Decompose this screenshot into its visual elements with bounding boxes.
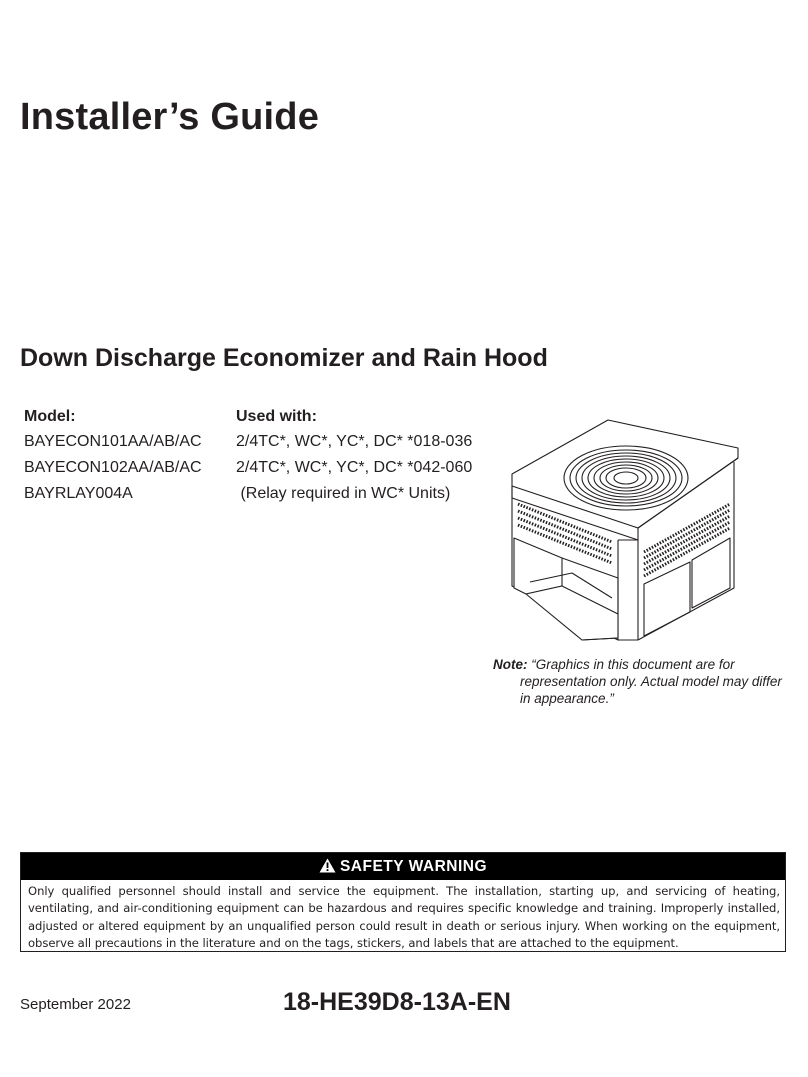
- used-with-cell: 2/4TC*, WC*, YC*, DC* *018-036: [236, 433, 473, 450]
- safety-warning-header: [21, 853, 785, 880]
- document-subtitle: Down Discharge Economizer and Rain Hood: [20, 344, 548, 372]
- note-line-2: representation only. Actual model may differ: [520, 674, 782, 689]
- hvac-unit-illustration: [502, 408, 742, 646]
- note-line-3: in appearance.”: [520, 691, 614, 706]
- warning-triangle-icon: [319, 858, 336, 873]
- model-column-header: Model:: [24, 408, 76, 425]
- model-cell: BAYRLAY004A: [24, 485, 133, 502]
- graphics-note: [493, 656, 793, 707]
- safety-warning-text: Only qualified personnel should install and service the equipment. The installation, starting up, and servicing of heating, ventilating, and air-conditioning equipment can be hazardous and requires specific knowledge and training. Improperly installed, adjusted or altered equipment by an unqualified person could result in death or serious injury. When working on the equipment, observe all precautions in the literature and on the tags, stickers, and labels that are attached to the equipment.: [28, 884, 780, 951]
- model-cell: BAYECON102AA/AB/AC: [24, 459, 202, 476]
- used-with-cell: (Relay required in WC* Units): [236, 485, 451, 502]
- note-label: Note:: [493, 657, 528, 672]
- used-with-cell: 2/4TC*, WC*, YC*, DC* *042-060: [236, 459, 473, 476]
- publication-date: September 2022: [20, 996, 131, 1013]
- safety-warning-box: [20, 852, 786, 952]
- document-number: 18-HE39D8-13A-EN: [283, 988, 511, 1016]
- safety-warning-heading: SAFETY WARNING: [339, 858, 488, 875]
- used-with-column-header: Used with:: [236, 408, 317, 425]
- document-title: Installer’s Guide: [20, 96, 320, 138]
- note-line-1: “Graphics in this document are for: [531, 657, 735, 672]
- model-cell: BAYECON101AA/AB/AC: [24, 433, 202, 450]
